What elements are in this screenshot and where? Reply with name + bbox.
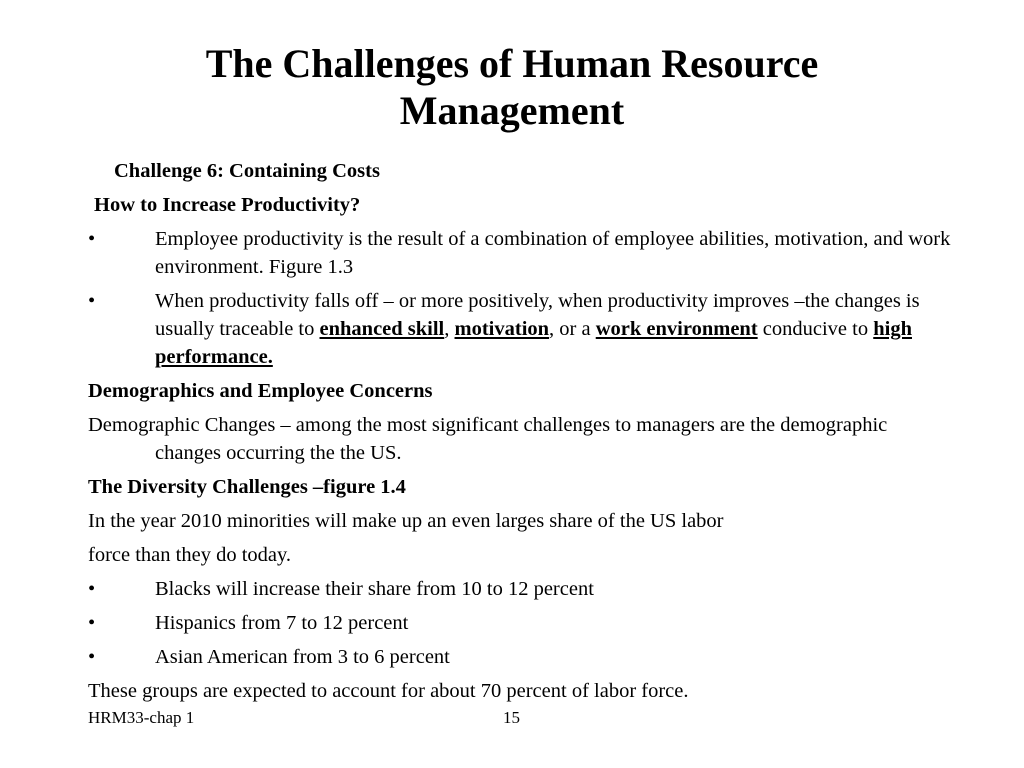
bullet-item	[88, 225, 958, 281]
slide-title-line-1: The Challenges of Human Resource	[205, 41, 819, 86]
slide-title	[0, 40, 1024, 134]
challenge-heading: Challenge 6: Containing Costs	[114, 160, 380, 182]
bullet-item	[88, 287, 958, 371]
footer-chapter-label: HRM33-chap 1	[88, 708, 195, 727]
motivation-link[interactable]: motivation	[454, 318, 550, 340]
demographics-heading: Demographics and Employee Concerns	[88, 380, 433, 402]
bullet-text-part: ,	[444, 318, 455, 340]
stat-bullet-item	[88, 643, 958, 671]
bullet-marker: •	[88, 578, 96, 600]
stat-bullet-item	[88, 609, 958, 637]
footer-page-number: 15	[503, 708, 520, 727]
diversity-heading: The Diversity Challenges –figure 1.4	[88, 476, 406, 498]
high-performance-link[interactable]: high performance.	[155, 318, 912, 368]
bullet-text-part: When productivity falls off – or more positively, when productivity improves –the changes is usually traceable to	[155, 290, 920, 340]
slide-body	[88, 157, 958, 705]
bullet-marker: •	[88, 646, 96, 668]
minorities-text-line-1: In the year 2010 minorities will make up an even larges share of the US labor	[88, 510, 724, 532]
bullet-text	[155, 290, 920, 368]
bullet-marker: •	[88, 228, 96, 250]
bullet-text-part: conducive to	[757, 318, 874, 340]
bullet-text: Employee productivity is the result of a combination of employee abilities, motivation, and work environment. Figure 1.3	[155, 228, 951, 278]
bullet-marker: •	[88, 290, 96, 312]
work-environment-link[interactable]: work environment	[595, 318, 758, 340]
stat-bullet-text: Asian American from 3 to 6 percent	[155, 646, 450, 668]
productivity-heading: How to Increase Productivity?	[94, 194, 361, 216]
bullet-marker: •	[88, 612, 96, 634]
slide-title-line-2: Management	[399, 88, 625, 133]
minorities-text-line-2: force than they do today.	[88, 544, 292, 566]
stat-bullet-text: Blacks will increase their share from 10 to 12 percent	[155, 578, 594, 600]
bullet-text-part: , or a	[549, 318, 596, 340]
conclusion-text: These groups are expected to account for about 70 percent of labor force.	[88, 680, 689, 702]
stat-bullet-item	[88, 575, 958, 603]
demographic-changes-text: Demographic Changes – among the most significant challenges to managers are the demographic changes occurring the the US.	[88, 414, 888, 464]
stat-bullet-text: Hispanics from 7 to 12 percent	[155, 612, 409, 634]
enhanced-skill-link[interactable]: enhanced skill	[319, 318, 445, 340]
